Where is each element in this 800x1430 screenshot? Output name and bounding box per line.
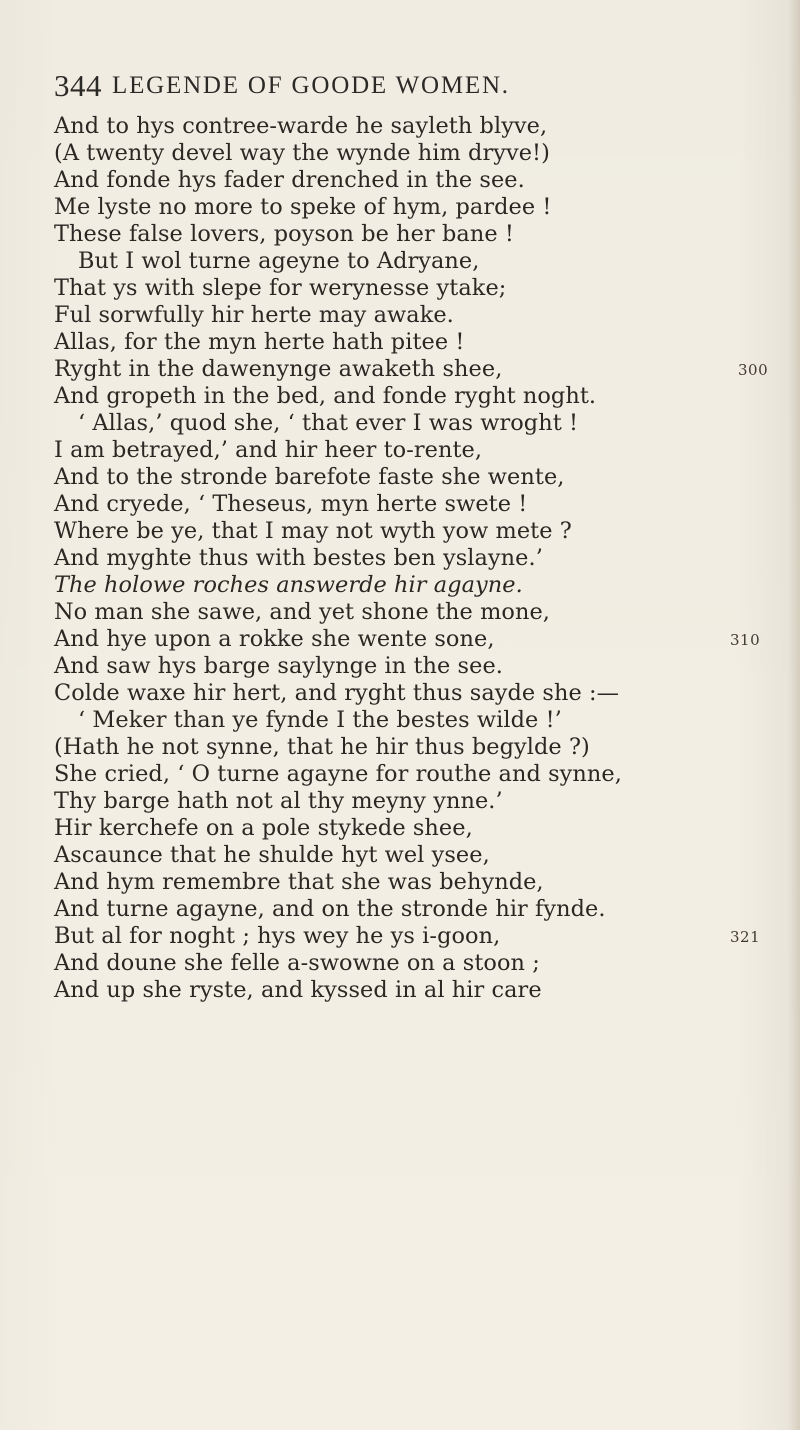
poem-line: And hye upon a rokke she wente sone, 310	[54, 626, 761, 652]
poem-line: ‘ Meker than ye fynde I the bestes wilde !’	[78, 707, 562, 733]
page-edge-shadow	[788, 0, 800, 1430]
poem-line: Me lyste no more to speke of hym, pardee !	[54, 194, 552, 220]
poem-line: Ryght in the dawenynge awaketh shee, 300	[54, 356, 769, 382]
poem-line: And to the stronde barefote faste she wente,	[54, 464, 565, 490]
line-number: 310	[730, 631, 761, 649]
poem-line: And cryede, ‘ Theseus, myn herte swete !	[54, 491, 528, 517]
poem-line: But al for noght ; hys wey he ys i-goon, 321	[54, 923, 761, 949]
poem-line: She cried, ‘ O turne agayne for routhe and synne,	[54, 761, 622, 787]
poem-line: Ascaunce that he shulde hyt wel ysee,	[54, 842, 490, 868]
poem-line: I am betrayed,’ and hir heer to-rente,	[54, 437, 483, 463]
line-number: 300	[738, 361, 769, 379]
poem-line: And fonde hys fader drenched in the see.	[54, 167, 525, 193]
poem-line: (Hath he not synne, that he hir thus begylde ?)	[54, 734, 590, 760]
poem-line: Allas, for the myn herte hath pitee !	[54, 329, 465, 355]
poem-line: (A twenty devel way the wynde him dryve!)	[54, 140, 550, 166]
poem-line: Thy barge hath not al thy meyny ynne.’	[54, 788, 503, 814]
poem-line: These false lovers, poyson be her bane !	[54, 221, 514, 247]
poem-line: Ful sorwfully hir herte may awake.	[54, 302, 454, 328]
running-head: LEGENDE OF GOODE WOMEN.	[112, 72, 510, 99]
page-number: 344	[54, 68, 102, 103]
line-number: 321	[730, 928, 761, 946]
poem-line: No man she sawe, and yet shone the mone,	[54, 599, 550, 625]
poem-line: ‘ Allas,’ quod she, ‘ that ever I was wroght !	[78, 410, 579, 436]
poem-line: And doune she felle a-swowne on a stoon ;	[54, 950, 540, 976]
poem-line: Where be ye, that I may not wyth yow mete ?	[54, 518, 572, 544]
poem-line: The holowe roches answerde hir agayne.	[54, 572, 523, 598]
poem-line: Hir kerchefe on a pole stykede shee,	[54, 815, 473, 841]
poem-line: And saw hys barge saylynge in the see.	[54, 653, 503, 679]
poem-line: And hym remembre that she was behynde,	[54, 869, 544, 895]
poem-line: Colde waxe hir hert, and ryght thus sayde she :—	[54, 680, 620, 706]
poem-line: That ys with slepe for werynesse ytake;	[54, 275, 507, 301]
poem-line: And turne agayne, and on the stronde hir fynde.	[54, 896, 606, 922]
poem-line: But I wol turne ageyne to Adryane,	[78, 248, 480, 274]
poem-line: And myghte thus with bestes ben yslayne.’	[54, 545, 543, 571]
poem-text	[54, 113, 779, 1004]
poem-line: And to hys contree-warde he sayleth blyve,	[54, 113, 548, 139]
poem-line: And gropeth in the bed, and fonde ryght noght.	[54, 383, 597, 409]
poem-line: And up she ryste, and kyssed in al hir care	[54, 977, 542, 1003]
